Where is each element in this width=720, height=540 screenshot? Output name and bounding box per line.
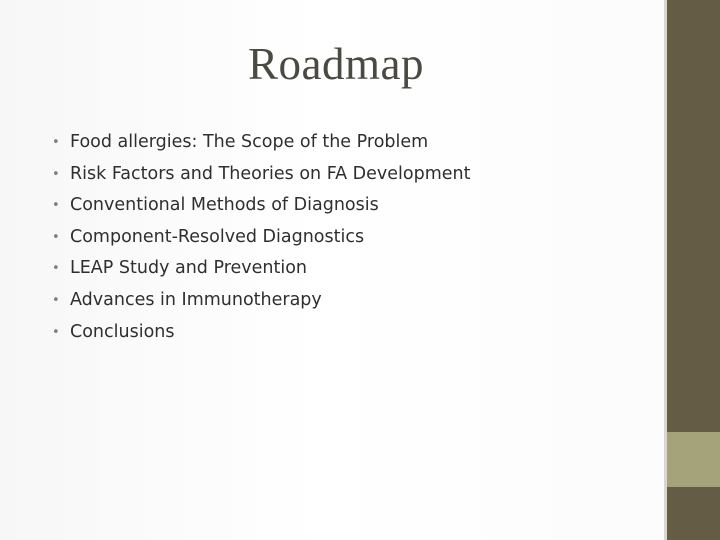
bullet-item	[52, 159, 471, 191]
bullet-icon: •	[52, 135, 60, 150]
slide-title: Roadmap	[248, 39, 424, 89]
bullet-text: Conventional Methods of Diagnosis	[70, 195, 379, 216]
sidebar-accent-block	[667, 432, 720, 487]
bullet-text: LEAP Study and Prevention	[70, 258, 308, 279]
bullet-item	[52, 222, 471, 254]
bullet-icon: •	[52, 198, 60, 214]
bullet-icon: •	[52, 229, 60, 245]
bullet-text: Component-Resolved Diagnostics	[70, 226, 365, 247]
bullet-item	[52, 127, 471, 159]
bullet-icon: •	[52, 292, 60, 308]
bullet-icon: •	[52, 166, 60, 182]
bullet-icon: •	[52, 324, 60, 340]
bullet-item	[52, 317, 471, 349]
bullet-text: Risk Factors and Theories on FA Development	[70, 163, 471, 184]
bullet-item	[52, 253, 471, 285]
bullet-icon: •	[52, 261, 60, 277]
bullet-text: Food allergies: The Scope of the Problem	[70, 132, 429, 152]
bullet-text: Conclusions	[70, 321, 175, 342]
bullet-item	[52, 190, 471, 222]
bullet-list	[52, 127, 471, 348]
bullet-item	[52, 285, 471, 317]
bullet-text: Advances in Immunotherapy	[70, 289, 322, 310]
